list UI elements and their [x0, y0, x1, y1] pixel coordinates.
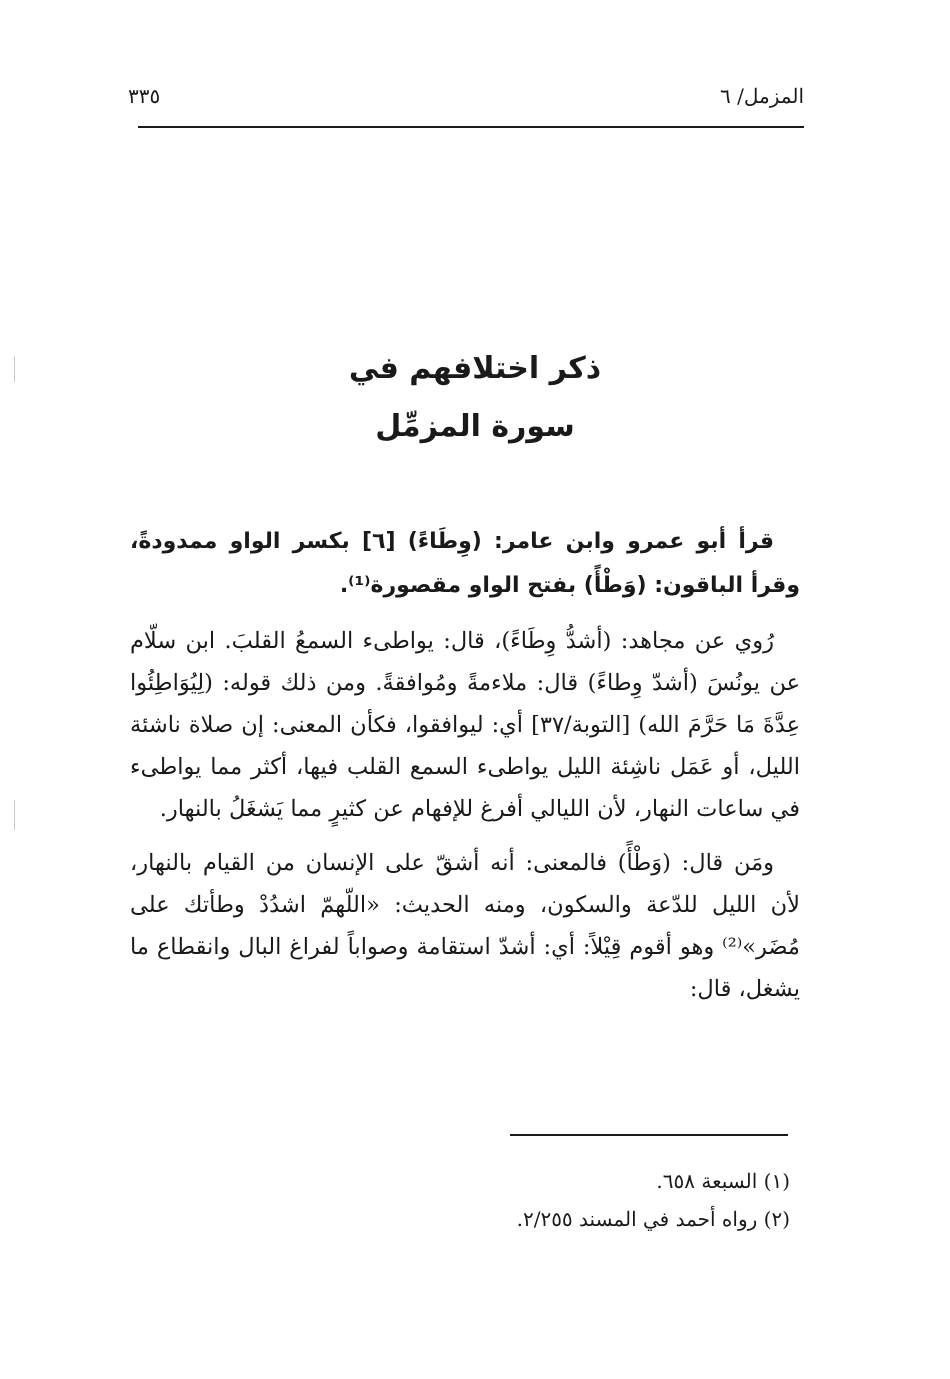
header-rule: [138, 126, 804, 128]
body-text: [130, 520, 800, 1018]
footnotes: [200, 1162, 790, 1238]
scan-margin-mark: [14, 800, 15, 830]
running-head-title: المزمل/ ٦: [720, 84, 804, 108]
footnote-2: (٢) رواه أحمد في المسند ٢/٢٥٥.: [516, 1207, 790, 1231]
footnote-rule: [510, 1134, 788, 1136]
running-head: [128, 84, 804, 118]
section-heading: [0, 340, 950, 456]
paragraph-readings: قرأ أبو عمرو وابن عامر: (وِطَاءً) [٦] بكسر الواو ممدودةً، وقرأ الباقون: (وَطْأً) بفتح الواو مقصورة⁽¹⁾.: [130, 529, 800, 598]
paragraph-meaning: ومَن قال: (وَطْأً) فالمعنى: أنه أشقّ على الإنسان من القيام بالنهار، لأن الليل للدّعة والسكون، ومنه الحديث: «اللّهمّ اشدُدْ وطأتك على مُضَر»⁽²⁾ وهو أقوم قِيْلاً: أي: أشدّ استقامة وصواباً لفراغ البال وانقطاع ما يشغل، قال:: [130, 850, 800, 1002]
scan-margin-mark: [14, 356, 15, 382]
heading-line-1: ذكر اختلافهم في: [348, 351, 602, 386]
footnote-1: (١) السبعة ٦٥٨.: [656, 1169, 790, 1193]
paragraph-mujahid: رُوي عن مجاهد: (أشدُّ وِطَاءً)، قال: يواطىء السمعُ القلبَ. ابن سلّام عن يونُسَ (أشدّ وِطاءً) قال: ملاءمةً ومُوافقةً. ومن ذلك قوله: (لِيُوَاطِئُوا عِدَّةَ مَا حَرَّمَ الله) [التوبة/٣٧] أي: ليوافقوا، فكأن المعنى: إن صلاة ناشئة الليل، أو عَمَل ناشِئة الليل يواطىء السمع القلب فيها، أكثر مما يواطىء في ساعات النهار، لأن الليالي أفرغ للإفهام عن كثيرٍ مما يَشغَلُ بالنهار.: [130, 628, 800, 822]
heading-line-2: سورة المزمِّل: [375, 409, 575, 444]
page-number: ٣٣٥: [128, 84, 161, 108]
